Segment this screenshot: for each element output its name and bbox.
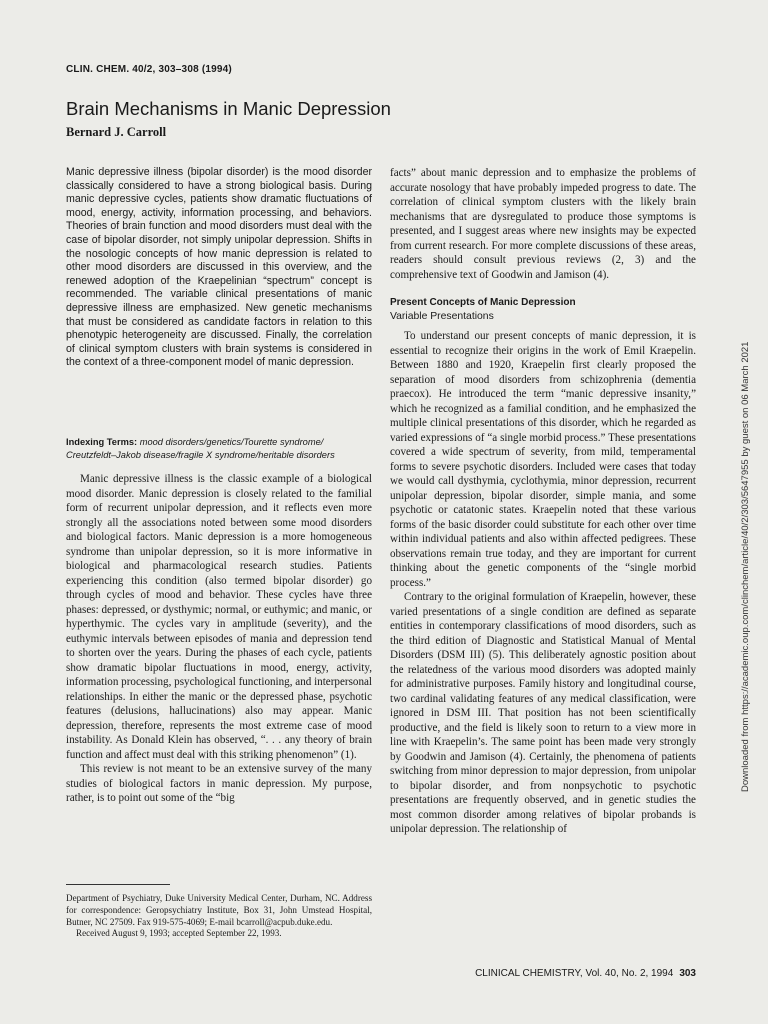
running-footer	[430, 968, 696, 979]
index-terms	[66, 436, 372, 461]
footnote-received: Received August 9, 1993; accepted September 22, 1993.	[76, 928, 282, 939]
footnote-divider	[66, 884, 170, 885]
body-paragraph-2: This review is not meant to be an extensive survey of the many studies of biological factors in manic depression. My purpose, rather, is to point out some of the “big	[66, 763, 372, 804]
section-heading: Present Concepts of Manic Depression	[390, 297, 576, 308]
body-paragraph-continued: facts” about manic depression and to emphasize the problems of accurate nosology that have probably impeded progress to date. The correlation of clinical symptom clusters with the likely brain mechanisms that are dysregulated to produce those symptoms is presented, and I suggest areas where new insights may be expected from current research. For more complete discussions of these areas, readers should consult previous reviews (2, 3) and the comprehensive text of Goodwin and Jamison (4).	[390, 167, 696, 281]
body-paragraph-1: Manic depressive illness is the classic example of a biological mood disorder. Manic depression is closely related to the familial form of recurrent unipolar depression, and it reflects even more strongly all the associations noted between some mood disorders and biological factors. Manic depression is a more homogeneous syndrome than unipolar depression, so it is more informative in biological and pharmacological research studies. Patients experiencing this condition (also termed bipolar disorder) go through cycles of mood and behavior. These cycles have three phases: depressed, or dysthymic; normal, or euthymic; and manic, or hyperthymic. The cycles vary in amplitude (severity), and the euthymic intervals between episodes of mania and depression tend to shorten over the years. During the phases of each cycle, patients show dramatic bipolar fluctuations in mood, energy, activity, information processing, psychological functioning, and interpersonal relationships. In either the manic or the depressed phase, psychotic features (delusions, hallucinations) also may appear. Manic depression, therefore, represents the most extreme case of mood instability. As Donald Klein has observed, “. . . any theory of brain function and affect must deal with this striking phenomenon” (1).	[66, 473, 372, 761]
left-column-body	[66, 472, 372, 806]
body-paragraph-4: Contrary to the original formulation of Kraepelin, however, these varied presentations of a single condition are defined as separate entities in contemporary classifications of mood disorders, such as the third edition of Diagnostic and Statistical Manual of Mental Disorders (DSM III) (5). This deliberately agnostic position about the relatedness of the various mood disorders was adopted mainly for administrative purposes. Family history and longitudinal course, two cardinal validating features of any medical classification, were ignored in DSM III. That position has not been scientifically productive, and the field is likely soon to return to a view more in line with Kraepelin’s. The same point has been made very strongly by Goodwin and Jamison (4). Certainly, the phenomena of patients switching from minor depression to major depression, from unipolar to bipolar disorder, and from nonpsychotic to psychotic presentations are frequently observed, and in genetic studies the most common disorder among relatives of bipolar probands is unipolar depression. The relationship of	[390, 591, 696, 835]
abstract: Manic depressive illness (bipolar disorder) is the mood disorder classically considered to have a strong biological basis. During manic depressive cycles, patients show dramatic fluctuations of mood, energy, activity, information processing, and behaviors. Theories of brain function and mood disorders must deal with the case of bipolar disorder, not simply unipolar depression. Shifts in the nosologic concepts of how manic depression is related to other mood disorders are discussed in this overview, and the renewed adoption of the Kraepelinian “spectrum” concept is recommended. The variable clinical presentations of manic depressive illness are emphasized. New genetic mechanisms that must be considered as candidate factors in relation to this phenotypic heterogeneity are discussed. Finally, the correlation of clinical symptom clusters with brain systems is considered in the context of a three-component model of manic depression.	[66, 166, 372, 369]
article-title: Brain Mechanisms in Manic Depression	[66, 98, 391, 119]
footer-journal: CLINICAL CHEMISTRY, Vol. 40, No. 2, 1994	[475, 968, 674, 979]
page-number: 303	[679, 968, 696, 979]
download-watermark: Downloaded from https://academic.oup.com/clinchem/article/40/2/303/5647955 by guest on 06 March 2021	[740, 341, 751, 792]
index-terms-label: Indexing Terms:	[66, 437, 138, 447]
footnote-affiliation: Department of Psychiatry, Duke University Medical Center, Durham, NC. Address for correspondence: Geropsychiatry Institute, Box 31, John Umstead Hospital, Butner, NC 27509. Fax 919-575-4069; E-mail bcarroll@acpub.duke.edu.	[66, 893, 372, 927]
footnote	[66, 893, 372, 940]
author-name: Bernard J. Carroll	[66, 125, 167, 139]
body-paragraph-3: To understand our present concepts of manic depression, it is essential to recognize their origins in the work of Emil Kraepelin. Between 1880 and 1920, Kraepelin first clearly proposed the separation of mood disorders from schizophrenia (dementia praecox). He introduced the term “manic depressive insanity,” which he recognized as a familial condition, and he emphasized the multiple clinical presentations of this disorder, which he regarded as varied expressions of “a single morbid process.” These presentations covered a wide spectrum of severity, from mild, temperamental forms to severe psychotic disorders. Included were cases that today we would call dysthymia, cyclothymia, minor depression, recurrent unipolar depression, bipolar disorder, simple mania, and some psychotic or catatonic states. Kraepelin noted that these various forms of the basic disorder could substitute for each other over time within individual patients and also within affected pedigrees. These observations remain true today, and they are important for current thinking about the genetic components of the “single morbid process.”	[390, 330, 696, 589]
right-column-body	[390, 166, 696, 837]
index-terms-text: mood disorders/genetics/Tourette syndrome/ Creutzfeldt–Jakob disease/fragile X syndrome/heritable disorders	[66, 437, 335, 460]
journal-citation: CLIN. CHEM. 40/2, 303–308 (1994)	[66, 64, 232, 75]
subsection-heading: Variable Presentations	[390, 311, 494, 322]
